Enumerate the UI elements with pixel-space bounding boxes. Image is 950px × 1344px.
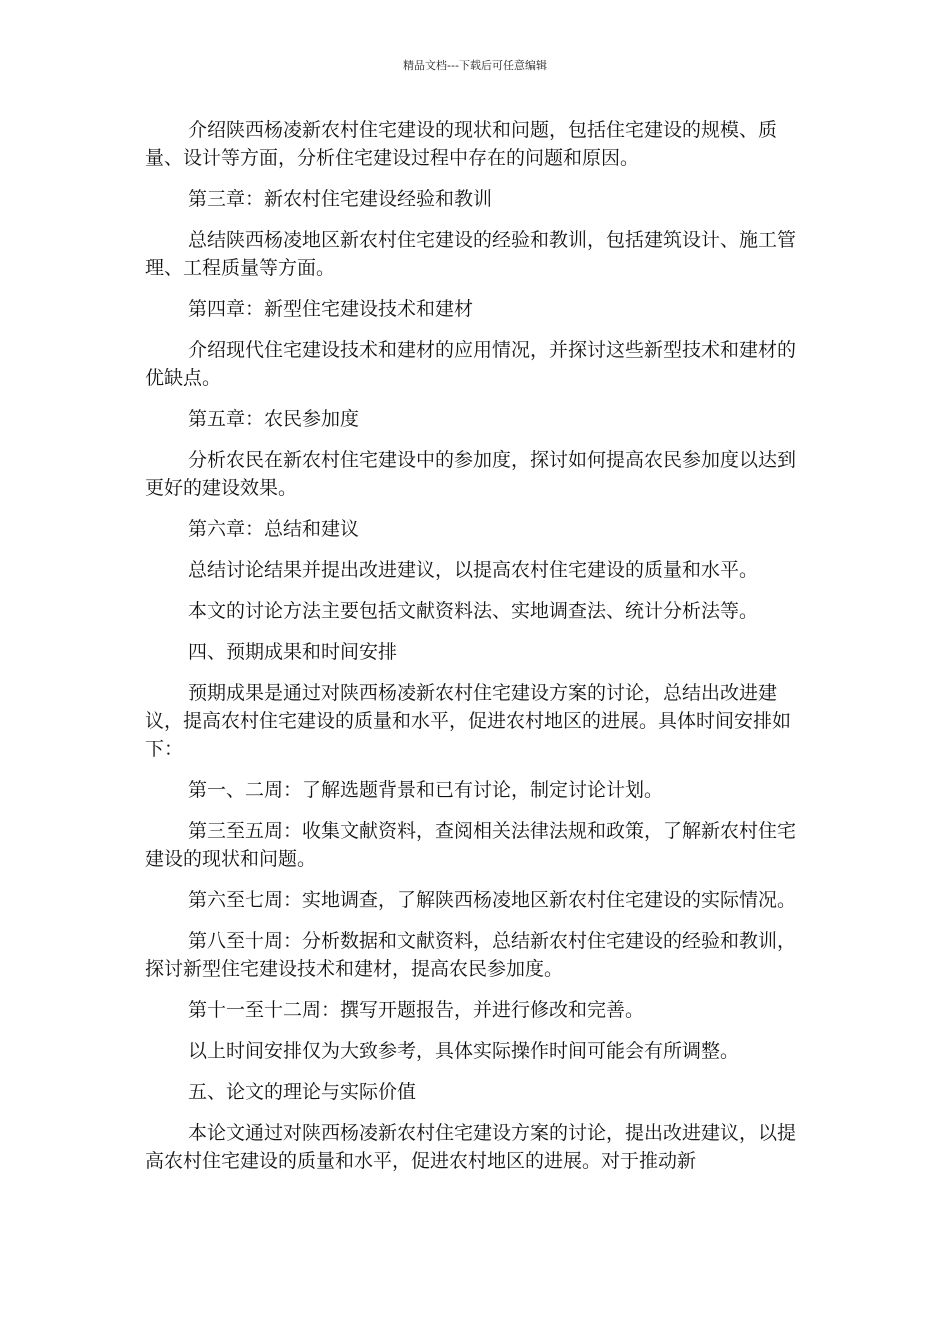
paragraph: 本论文通过对陕西杨凌新农村住宅建设方案的讨论，提出改进建议，以提高农村住宅建设的质量和水平，促进农村地区的进展。对于推动新: [145, 1122, 797, 1172]
paragraph: 介绍现代住宅建设技术和建材的应用情况，并探讨这些新型技术和建材的优缺点。: [145, 339, 797, 389]
paragraph: 介绍陕西杨凌新农村住宅建设的现状和问题，包括住宅建设的规模、质量、设计等方面，分析住宅建设过程中存在的问题和原因。: [145, 119, 778, 169]
section-heading: 五、论文的理论与实际价值: [188, 1081, 417, 1103]
section-heading: 四、预期成果和时间安排: [188, 641, 398, 663]
schedule-item: 第三至五周：收集文献资料，查阅相关法律法规和政策，了解新农村住宅建设的现状和问题。: [145, 820, 797, 870]
chapter-heading: 第六章：总结和建议: [188, 518, 360, 540]
page-header: 精品文档---下载后可任意编辑: [403, 59, 547, 72]
paragraph: 总结讨论结果并提出改进建议，以提高农村住宅建设的质量和水平。: [188, 559, 759, 581]
paragraph: 分析农民在新农村住宅建设中的参加度，探讨如何提高农民参加度以达到更好的建设效果。: [145, 449, 797, 499]
chapter-heading: 第四章：新型住宅建设技术和建材: [188, 298, 474, 320]
schedule-item: 第十一至十二周：撰写开题报告，并进行修改和完善。: [188, 999, 645, 1021]
paragraph: 本文的讨论方法主要包括文献资料法、实地调查法、统计分析法等。: [188, 600, 759, 622]
schedule-item: 第六至七周：实地调查，了解陕西杨凌地区新农村住宅建设的实际情况。: [188, 889, 797, 911]
document-body: [145, 116, 805, 1188]
schedule-item: 第八至十周：分析数据和文献资料，总结新农村住宅建设的经验和教训，探讨新型住宅建设技术和建材，提高农民参加度。: [145, 930, 797, 980]
chapter-heading: 第五章：农民参加度: [188, 408, 360, 430]
paragraph: 以上时间安排仅为大致参考，具体实际操作时间可能会有所调整。: [188, 1040, 740, 1062]
paragraph: 总结陕西杨凌地区新农村住宅建设的经验和教训，包括建筑设计、施工管理、工程质量等方面。: [145, 229, 797, 279]
paragraph: 预期成果是通过对陕西杨凌新农村住宅建设方案的讨论，总结出改进建议，提高农村住宅建设的质量和水平，促进农村地区的进展。具体时间安排如下：: [145, 682, 792, 760]
schedule-item: 第一、二周：了解选题背景和已有讨论，制定讨论计划。: [188, 779, 664, 801]
chapter-heading: 第三章：新农村住宅建设经验和教训: [188, 188, 493, 210]
